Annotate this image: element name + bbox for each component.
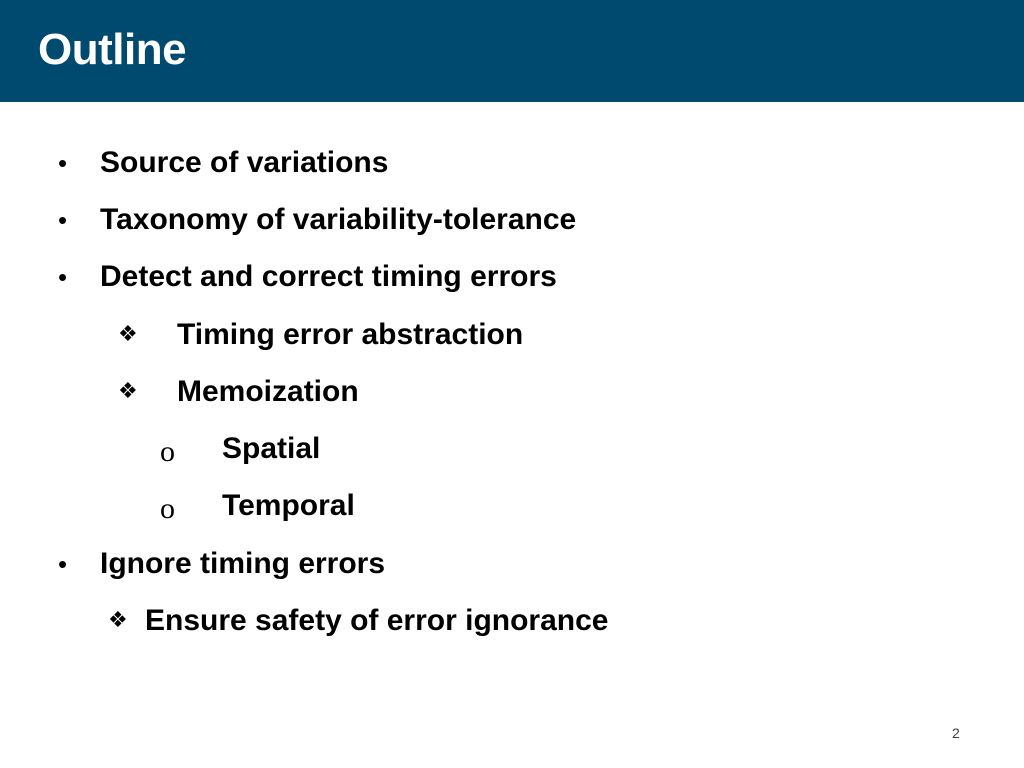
circle-bullet-icon: o: [160, 492, 175, 525]
bullet-spatial: Spatial: [222, 432, 321, 465]
bullet-memoization: Memoization: [177, 375, 359, 408]
diamond-bullet-icon: ❖: [118, 379, 138, 404]
bullet-source-of-variations: Source of variations: [100, 146, 389, 179]
bullet-temporal: Temporal: [222, 489, 355, 522]
bullet-timing-error-abstraction: Timing error abstraction: [177, 318, 524, 351]
diamond-bullet-icon: ❖: [118, 322, 138, 347]
bullet-ignore-timing-errors: Ignore timing errors: [100, 547, 386, 580]
circle-bullet-icon: o: [160, 435, 175, 468]
bullet-marker-icon: •: [58, 148, 68, 178]
bullet-marker-icon: •: [58, 262, 68, 292]
title-bar: [0, 0, 1024, 102]
slide-title: Outline: [38, 25, 187, 74]
bullet-marker-icon: •: [58, 205, 68, 235]
bullet-taxonomy: Taxonomy of variability-tolerance: [100, 203, 577, 236]
bullet-ensure-safety: Ensure safety of error ignorance: [145, 604, 609, 637]
bullet-detect-correct: Detect and correct timing errors: [100, 260, 557, 293]
page-number: 2: [952, 725, 960, 741]
bullet-marker-icon: •: [58, 549, 68, 579]
diamond-bullet-icon: ❖: [108, 608, 128, 633]
